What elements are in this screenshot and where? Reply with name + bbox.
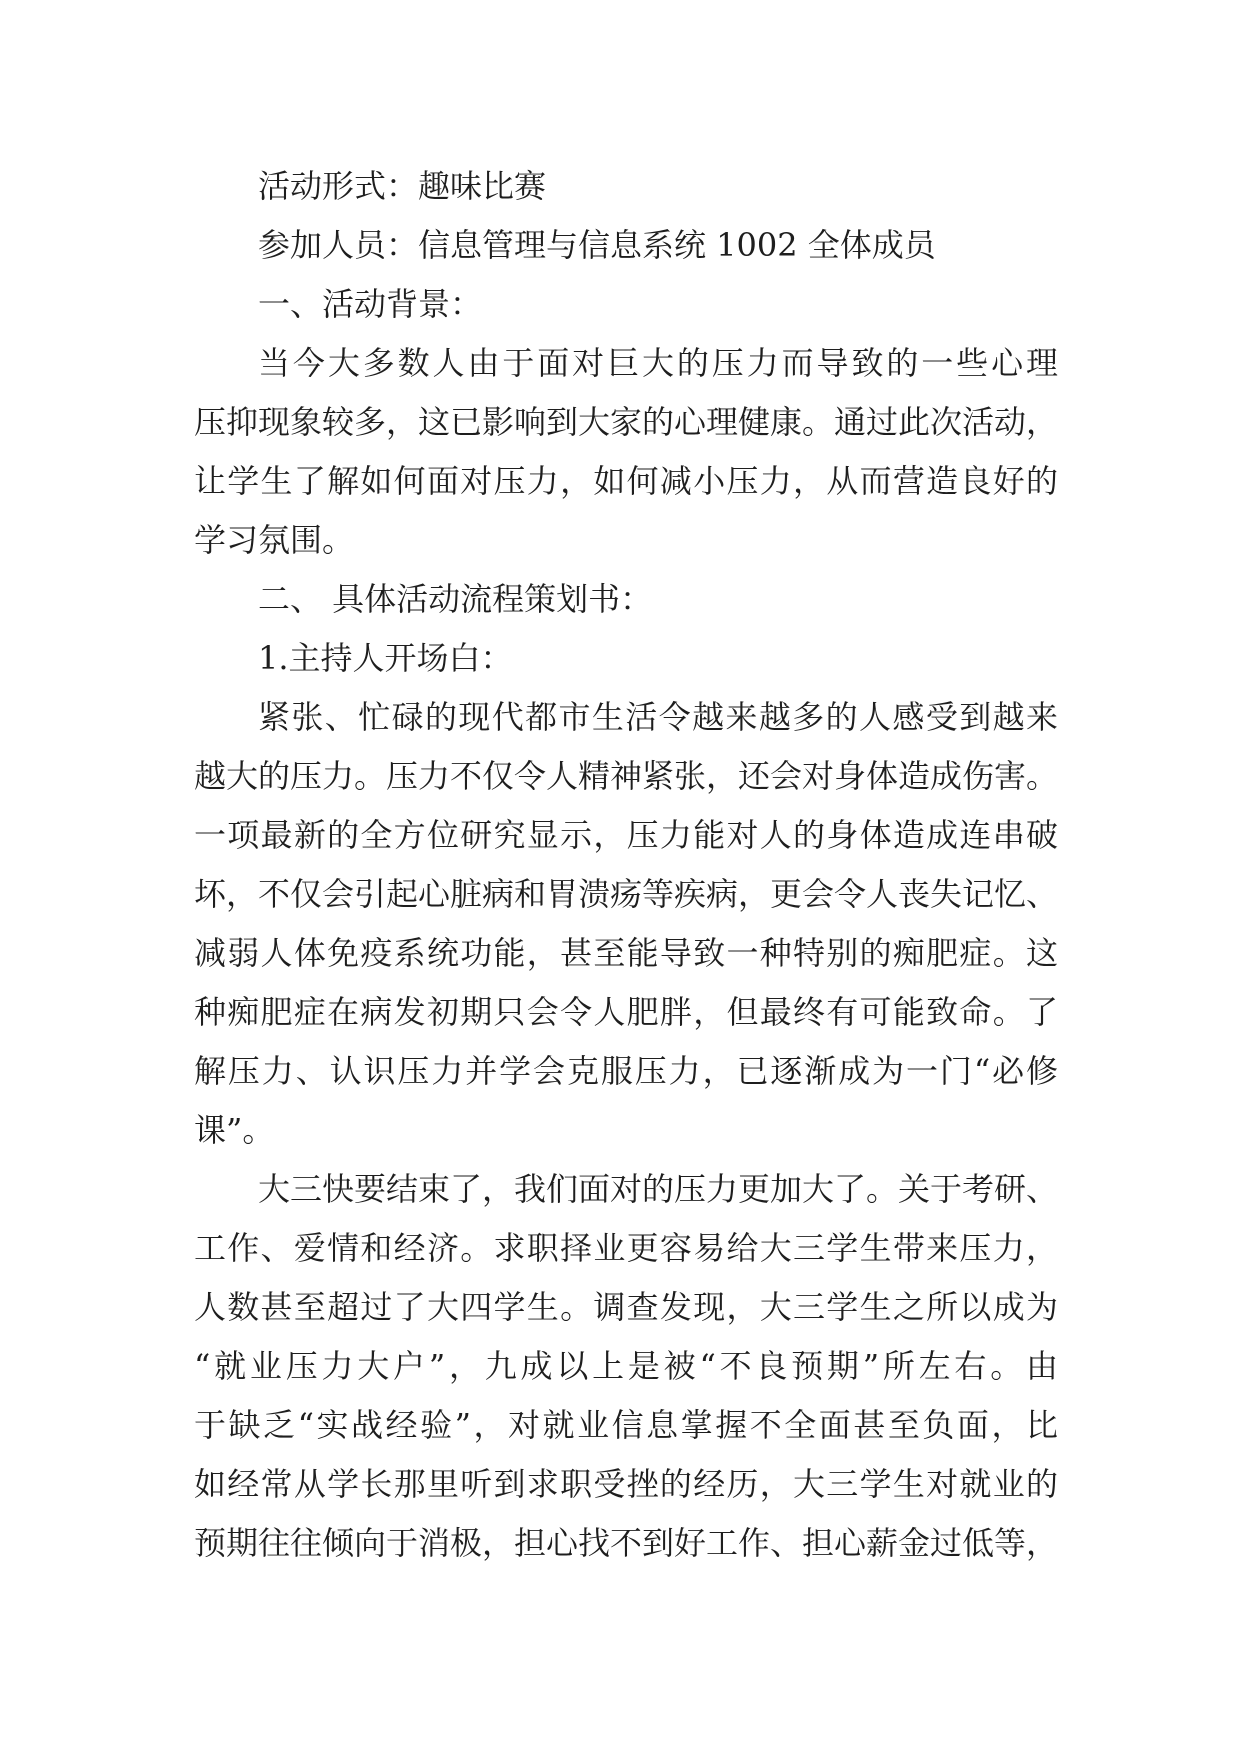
text-line: “就业压力大户”，九成以上是被“不良预期”所左右。由 [194,1347,1058,1385]
subheading-host-opening [194,629,1058,688]
background-paragraph [194,334,1058,570]
text-line: 预期往往倾向于消极，担心找不到好工作、担心薪金过低等， [194,1524,1059,1562]
text-line: 紧张、忙碌的现代都市生活令越来越多的人感受到越来 [258,698,1058,736]
text-line: 于缺乏“实战经验”，对就业信息掌握不全面甚至负面，比 [194,1406,1058,1444]
text-line: 大三快要结束了，我们面对的压力更加大了。关于考研、 [258,1170,1059,1208]
text-line: 解压力、认识压力并学会克服压力，已逐渐成为一门“必修 [194,1052,1058,1090]
text-line: 如经常从学长那里听到求职受挫的经历，大三学生对就业的 [194,1465,1058,1503]
text-line: 当今大多数人由于面对巨大的压力而导致的一些心理 [258,344,1058,382]
text-line: 学习氛围。 [194,521,355,559]
text-line: 人数甚至超过了大四学生。调查发现，大三学生之所以成为 [194,1288,1058,1326]
participants-paragraph [194,216,1058,275]
text-line: 活动形式：趣味比赛 [258,167,547,205]
section-heading-background [194,275,1058,334]
text-line: 工作、爱情和经济。求职择业更容易给大三学生带来压力， [194,1229,1058,1267]
text-line: 二、 具体活动流程策划书： [258,580,653,618]
text-line: 让学生了解如何面对压力，如何减小压力，从而营造良好的 [194,462,1058,500]
text-line: 种痴肥症在病发初期只会令人肥胖，但最终有可能致命。了 [194,993,1058,1031]
opening-speech-paragraph [194,688,1058,1160]
text-line: 参加人员：信息管理与信息系统 1002 全体成员 [258,226,936,264]
text-line: 减弱人体免疫系统功能，甚至能导致一种特别的痴肥症。这 [194,934,1058,972]
text-line: 一、活动背景： [258,285,483,323]
text-line: 坏，不仅会引起心脏病和胃溃疡等疾病，更会令人丧失记忆、 [194,875,1059,913]
text-line: 一项最新的全方位研究显示，压力能对人的身体造成连串破 [194,816,1058,854]
text-line: 课”。 [194,1111,275,1149]
document-page [194,157,1058,1573]
section-heading-process [194,570,1058,629]
junior-year-pressure-paragraph [194,1160,1058,1573]
activity-form-paragraph [194,157,1058,216]
text-line: 1.主持人开场白： [258,639,513,677]
text-line: 越大的压力。压力不仅令人精神紧张，还会对身体造成伤害。 [194,757,1059,795]
text-line: 压抑现象较多，这已影响到大家的心理健康。通过此次活动， [194,403,1059,441]
